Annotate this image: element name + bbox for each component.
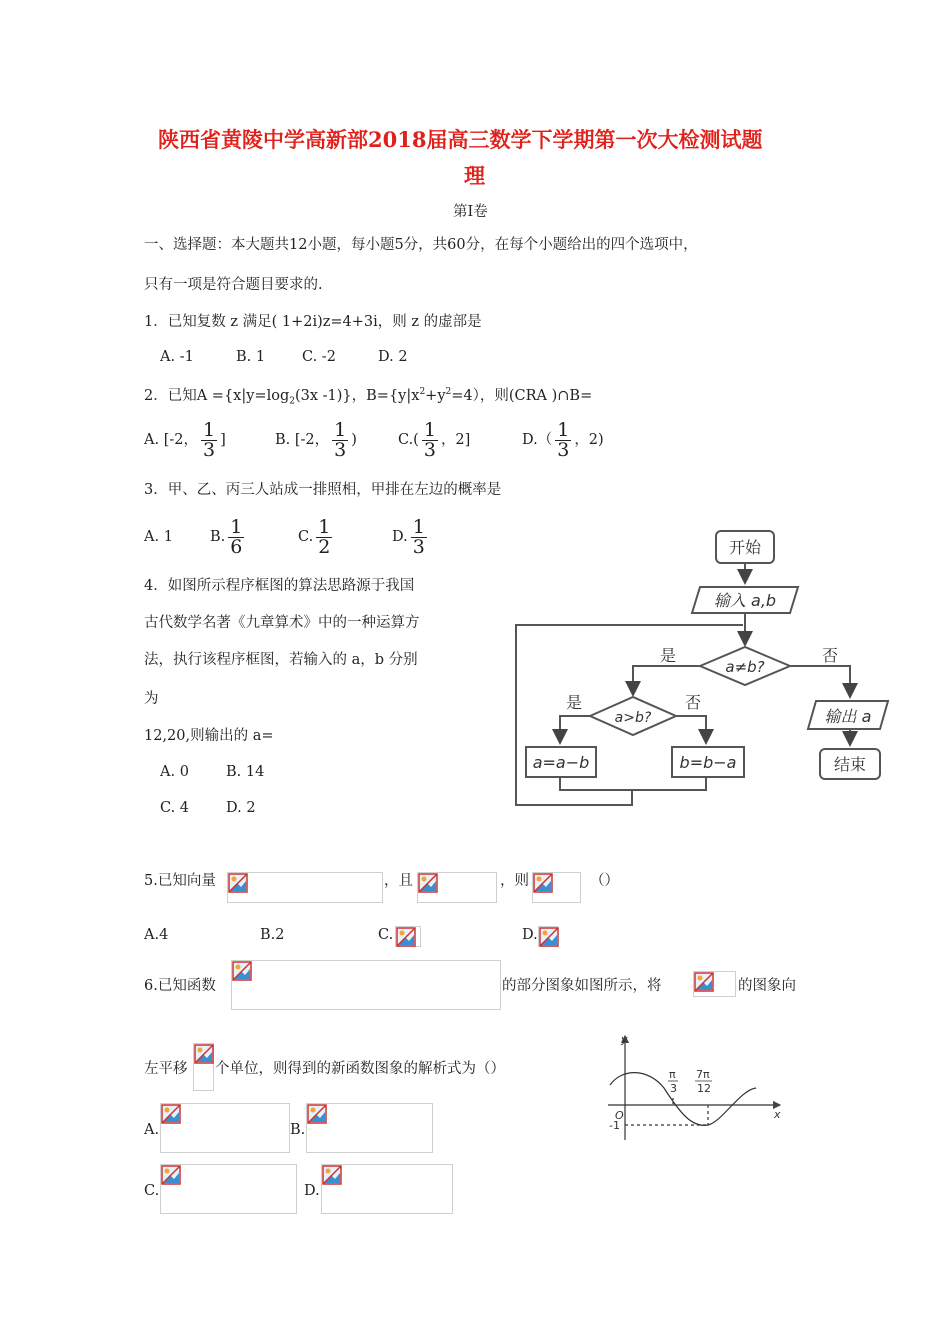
- flow-no1-label: 否: [821, 646, 839, 665]
- x-tick2-den: 12: [697, 1082, 711, 1095]
- flow-yes1-label: 是: [659, 646, 677, 665]
- y-axis-label: y: [621, 1033, 628, 1046]
- broken-image-icon: [232, 961, 252, 981]
- broken-image-icon: [194, 1044, 214, 1064]
- broken-image: [532, 872, 581, 903]
- flow-assign-a-label: a=a−b: [532, 753, 590, 772]
- q6-line2-post: 个单位，则得到的新函数图象的解析式为（）: [215, 1061, 505, 1077]
- q5-stem-mid: ，且: [384, 873, 413, 889]
- x-tick1-num: π: [669, 1068, 676, 1081]
- flowchart-diagram: [500, 525, 900, 815]
- volume-label: 第Ⅰ卷: [453, 204, 488, 220]
- q6-stem-post: 的图象向: [738, 978, 796, 994]
- function-graph: [600, 1028, 790, 1148]
- q3-option-d: D. $\frac{1}{3}$: [392, 515, 425, 558]
- fraction: $\frac{1}{3}$: [202, 418, 216, 461]
- broken-image-icon: [396, 927, 416, 947]
- q3-option-b: B. $\frac{1}{6}$: [210, 515, 243, 558]
- q3-option-a: A. 1: [144, 529, 173, 545]
- flow-input-label: 输入 a,b: [713, 591, 777, 610]
- q4-stem-line4: 为: [144, 691, 159, 707]
- origin-label: O: [615, 1109, 624, 1122]
- q3-stem: 3．甲、乙、丙三人站成一排照相，甲排在左边的概率是: [144, 482, 502, 498]
- q4-option-a: A. 0: [160, 764, 189, 780]
- broken-image: [227, 872, 383, 903]
- flow-no2-label: 否: [684, 693, 702, 712]
- sine-curve: [610, 1073, 756, 1126]
- q4-stem-line3: 法，执行该程序框图，若输入的 a，b 分别: [144, 652, 418, 668]
- broken-image: [321, 1164, 453, 1214]
- flow-assign-b-label: b=b−a: [679, 753, 737, 772]
- q3-option-c: C. $\frac{1}{2}$: [298, 515, 331, 558]
- broken-image: [395, 926, 421, 947]
- q6-stem-pre: 6.已知函数: [144, 978, 216, 994]
- flow-end-label: 结束: [833, 755, 867, 774]
- broken-image-icon: [418, 873, 438, 893]
- broken-image: [693, 971, 736, 997]
- fraction: $\frac{1}{6}$: [230, 515, 243, 558]
- q2-option-b: B. [-2， $\frac{1}{3}$ ): [275, 418, 357, 461]
- q4-stem-line1: 4．如图所示程序框图的算法思路源于我国: [144, 578, 415, 594]
- q6-option-d: D.: [304, 1183, 320, 1199]
- q6-line2-pre: 左平移: [144, 1061, 188, 1077]
- q1-option-d: D. 2: [378, 349, 408, 365]
- broken-image-icon: [533, 873, 553, 893]
- fraction: $\frac{1}{3}$: [423, 418, 436, 461]
- section-instructions-line2: 只有一项是符合题目要求的.: [144, 277, 323, 293]
- q2-option-c: C.( $\frac{1}{3}$ ，2]: [398, 418, 471, 461]
- q5-option-b: B.2: [260, 927, 285, 943]
- broken-image-icon: [161, 1104, 181, 1124]
- q1-option-a: A. -1: [160, 349, 194, 365]
- q5-option-d: D.: [522, 927, 538, 943]
- broken-image: [193, 1043, 214, 1091]
- flow-start-label: 开始: [728, 538, 762, 557]
- page-title: 陕西省黄陵中学高新部2018届高三数学下学期第一次大检测试题: [158, 127, 763, 152]
- broken-image-icon: [322, 1165, 342, 1185]
- broken-image-icon: [307, 1104, 327, 1124]
- q5-stem-post: （）: [590, 873, 619, 889]
- q4-option-c: C. 4: [160, 800, 190, 816]
- x-tick2-num: 7π: [696, 1068, 710, 1081]
- q5-option-a: A.4: [144, 927, 169, 943]
- broken-image: [231, 960, 501, 1010]
- broken-image: [306, 1103, 433, 1153]
- flow-cond1-label: a≠b?: [725, 658, 765, 676]
- q4-option-b: B. 14: [226, 764, 265, 780]
- broken-image-icon: [539, 927, 559, 947]
- q4-stem-line5: 12,20,则输出的 a=: [144, 728, 274, 744]
- fraction: $\frac{1}{2}$: [318, 515, 331, 558]
- flow-yes2-label: 是: [565, 693, 583, 712]
- q2-option-a: A. [-2， $\frac{1}{3}$ ]: [144, 418, 226, 461]
- q6-stem-mid: 的部分图象如图所示，将: [502, 978, 662, 994]
- broken-image-icon: [228, 873, 248, 893]
- fraction: $\frac{1}{3}$: [334, 418, 347, 461]
- q1-option-c: C. -2: [302, 349, 336, 365]
- q2-stem: 2．已知$A =\{x|y=\log_2(3x$ -1)}，$B=\{y|x^2+y^2=4)$，则(CRA )∩B=: [144, 387, 593, 407]
- flow-cond2-label: a>b?: [614, 710, 652, 726]
- q6-option-c: C.: [144, 1183, 160, 1199]
- broken-image: [160, 1103, 290, 1153]
- q5-stem-pre: 5.已知向量: [144, 873, 216, 889]
- q4-option-d: D. 2: [226, 800, 256, 816]
- q6-option-a: A.: [144, 1122, 160, 1138]
- fraction: $\frac{1}{3}$: [557, 418, 570, 461]
- q6-option-b: B.: [290, 1122, 306, 1138]
- broken-image: [417, 872, 497, 903]
- x-axis-label: x: [774, 1108, 781, 1121]
- q5-option-c: C.: [378, 927, 394, 943]
- q2-option-d: D.（ $\frac{1}{3}$ ，2): [522, 418, 604, 461]
- page-title-line2: 理: [464, 163, 485, 188]
- q4-stem-line2: 古代数学名著《九章算术》中的一种运算方: [144, 615, 420, 631]
- q5-stem-mid2: ，则: [500, 873, 529, 889]
- broken-image: [160, 1164, 297, 1214]
- q1-option-b: B. 1: [236, 349, 266, 365]
- flow-output-label: 输出 a: [824, 707, 872, 726]
- y-tick-label: -1: [609, 1119, 620, 1132]
- section-instructions: 一、选择题：本大题共12小题，每小题5分，共60分，在每个小题给出的四个选项中，: [144, 237, 698, 253]
- q1-stem: 1．已知复数 z 满足( 1+2i)z=4+3i，则 z 的虚部是: [144, 314, 482, 330]
- broken-image-icon: [694, 972, 714, 992]
- fraction: $\frac{1}{3}$: [412, 515, 425, 558]
- broken-image-icon: [161, 1165, 181, 1185]
- x-tick1-den: 3: [670, 1082, 677, 1095]
- broken-image: [538, 926, 558, 947]
